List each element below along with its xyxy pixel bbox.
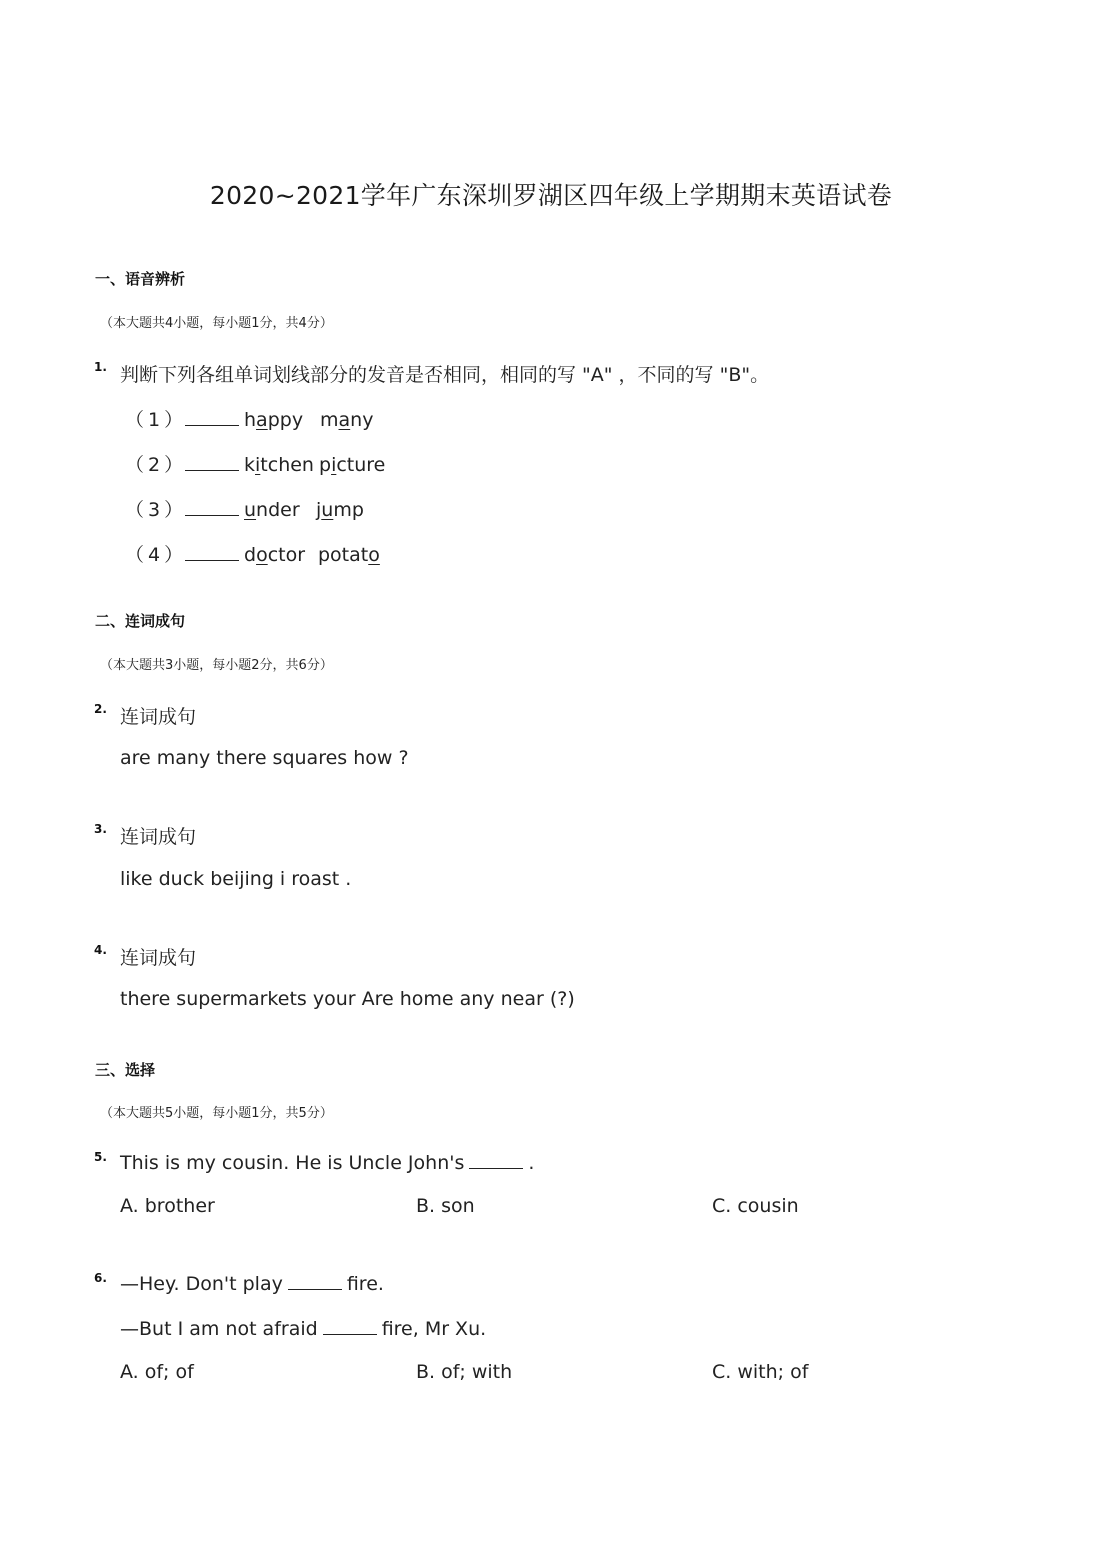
- word-2: picture: [319, 454, 386, 476]
- word-2: potato: [318, 544, 380, 566]
- question-number-3: 3.: [94, 822, 107, 836]
- question-3-words: like duck beijing i roast .: [120, 868, 352, 890]
- answer-blank[interactable]: [288, 1271, 342, 1290]
- section-note-2: （本大题共3小题，每小题2分，共6分）: [100, 658, 333, 673]
- section-heading-1: 一、语音辨析: [95, 270, 186, 288]
- word-1: under: [244, 499, 300, 521]
- question-4-prompt: 连词成句: [120, 947, 197, 969]
- answer-blank[interactable]: [185, 542, 239, 561]
- page-title: 2020~2021学年广东深圳罗湖区四年级上学期期末英语试卷: [209, 181, 893, 210]
- question-5-prompt: This is my cousin. He is Uncle John's .: [120, 1152, 535, 1174]
- question-number-5: 5.: [94, 1150, 107, 1164]
- question-4-words: there supermarkets your Are home any near (?): [120, 988, 575, 1010]
- word-1: happy: [244, 409, 304, 431]
- section-heading-3: 三、选择: [95, 1061, 156, 1079]
- question-number-6: 6.: [94, 1271, 107, 1285]
- question-3-prompt: 连词成句: [120, 826, 197, 848]
- word-2: many: [320, 409, 374, 431]
- answer-blank[interactable]: [185, 452, 239, 471]
- question-2-words: are many there squares how ?: [120, 747, 409, 769]
- q1-item-index: （3）: [125, 499, 188, 521]
- q5-option-b[interactable]: B. son: [416, 1195, 475, 1217]
- q1-item-1: [125, 405, 373, 432]
- q1-item-2: [125, 450, 385, 477]
- answer-blank[interactable]: [185, 497, 239, 516]
- answer-blank[interactable]: [185, 407, 239, 426]
- q1-item-3: [125, 495, 364, 522]
- q5-option-a[interactable]: A. brother: [120, 1195, 215, 1217]
- q1-item-index: （2）: [125, 454, 188, 476]
- q6-option-c[interactable]: C. with; of: [712, 1361, 809, 1383]
- question-number-2: 2.: [94, 702, 107, 716]
- answer-blank[interactable]: [469, 1150, 523, 1169]
- q5-option-c[interactable]: C. cousin: [712, 1195, 799, 1217]
- q1-item-index: （1）: [125, 409, 188, 431]
- answer-blank[interactable]: [323, 1316, 377, 1335]
- question-2-prompt: 连词成句: [120, 706, 197, 728]
- word-1: kitchen: [244, 454, 314, 476]
- word-1: doctor: [244, 544, 306, 566]
- q1-item-4: [125, 540, 380, 567]
- question-6-line-2: —But I am not afraid fire, Mr Xu.: [120, 1318, 487, 1340]
- question-number-4: 4.: [94, 943, 107, 957]
- section-note-3: （本大题共5小题，每小题1分，共5分）: [100, 1106, 333, 1121]
- section-heading-2: 二、连词成句: [95, 612, 186, 630]
- question-1-prompt: 判断下列各组单词划线部分的发音是否相同，相同的写 "A" ，不同的写 "B"。: [120, 364, 770, 386]
- question-6-line-1: —Hey. Don't play fire.: [120, 1273, 384, 1295]
- section-note-1: （本大题共4小题，每小题1分，共4分）: [100, 316, 333, 331]
- q6-option-a[interactable]: A. of; of: [120, 1361, 194, 1383]
- q6-option-b[interactable]: B. of; with: [416, 1361, 513, 1383]
- q1-item-index: （4）: [125, 544, 188, 566]
- word-2: jump: [316, 499, 364, 521]
- question-number-1: 1.: [94, 360, 107, 374]
